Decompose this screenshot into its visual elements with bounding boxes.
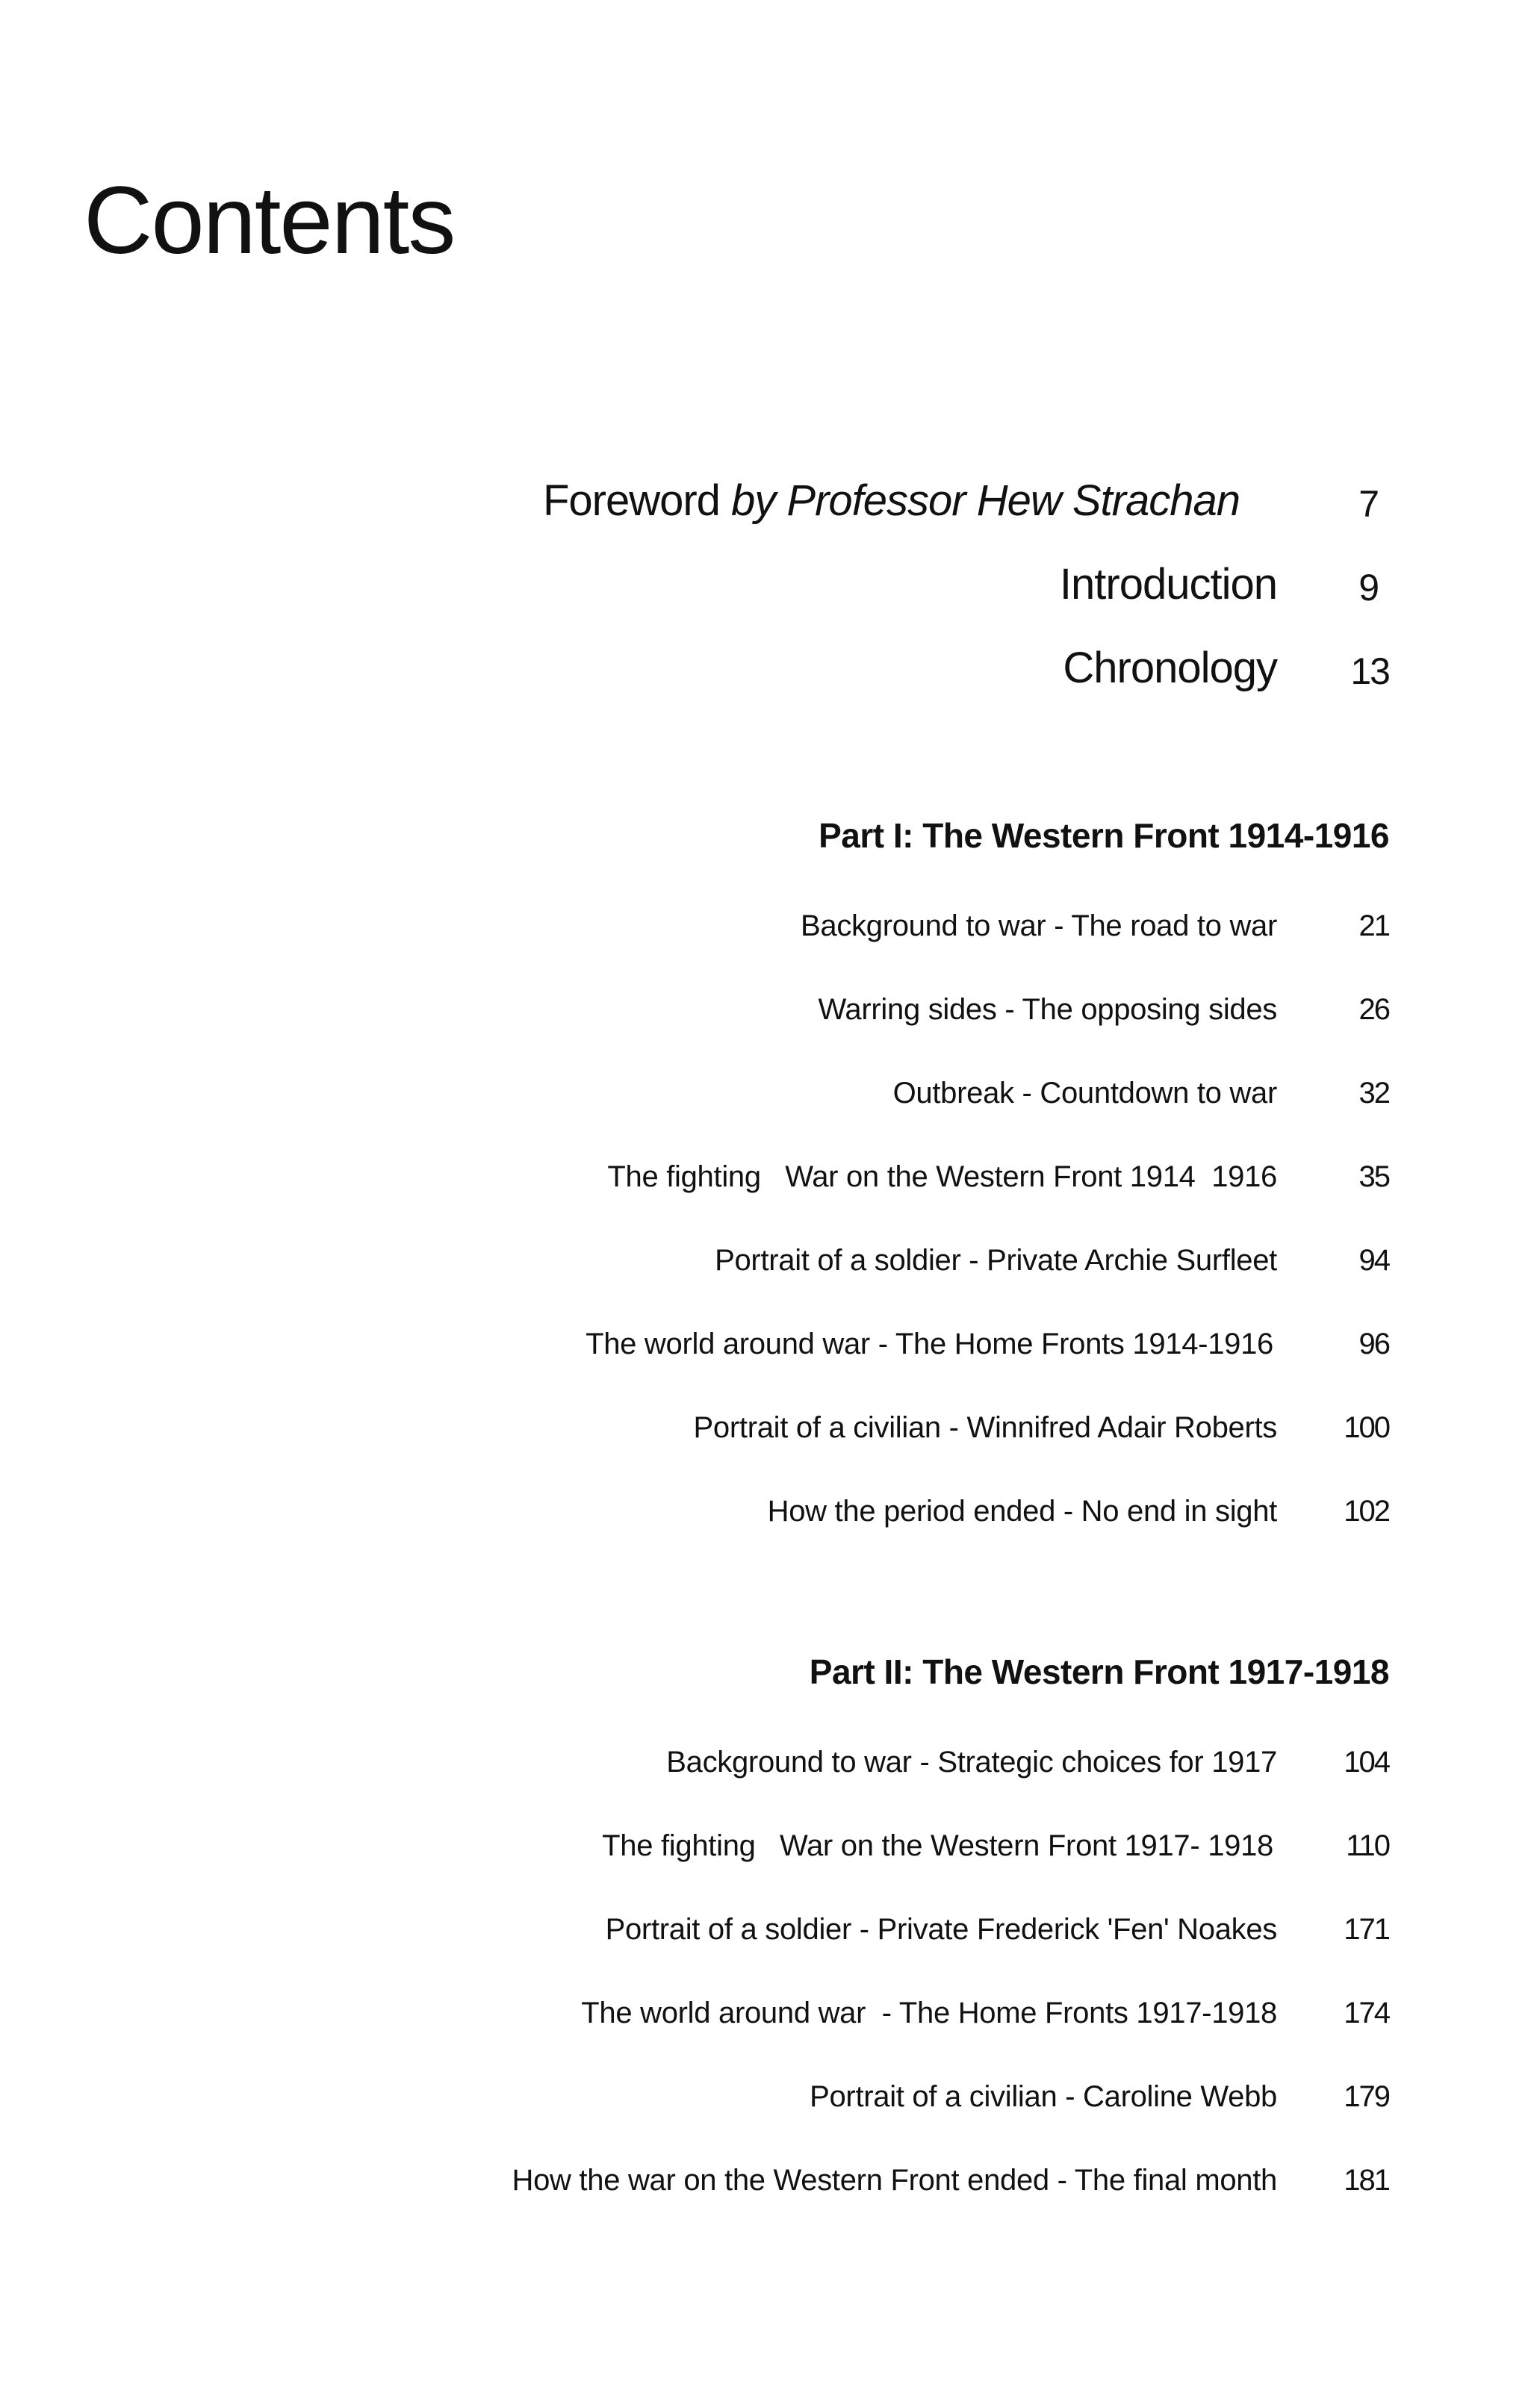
- toc-entry-page: 13: [1350, 650, 1389, 692]
- toc-entry[interactable]: [187, 1208, 1531, 1275]
- toc-entry-title: The world around war - The Home Fronts 1914-1916: [586, 1328, 1273, 1360]
- toc-entry[interactable]: [187, 1124, 1531, 1192]
- toc-entry[interactable]: [187, 1292, 1531, 1359]
- toc-entry-chronology[interactable]: [187, 623, 1531, 690]
- toc-entry[interactable]: [187, 1710, 1531, 1777]
- toc-entry-page: 110: [1346, 1829, 1389, 1862]
- toc-entry-introduction[interactable]: [187, 539, 1531, 609]
- toc-entry[interactable]: [187, 1793, 1531, 1861]
- toc-entry-title: The world around war - The Home Fronts 1917-1918: [581, 1997, 1277, 2029]
- toc-entry[interactable]: [187, 1375, 1531, 1443]
- toc-entry-title: Warring sides - The opposing sides: [818, 993, 1277, 1026]
- toc-entry-title: Portrait of a soldier - Private Frederick 'Fen' Noakes: [605, 1913, 1277, 1946]
- toc-entry[interactable]: [187, 2044, 1531, 2112]
- toc-entry-page: 35: [1358, 1160, 1389, 1193]
- toc-entry-foreword[interactable]: [187, 455, 1531, 523]
- toc-entry-title: Background to war - Strategic choices for 1917: [666, 1746, 1277, 1779]
- toc-entry-page: 9: [1358, 567, 1378, 609]
- toc-entry[interactable]: [187, 1961, 1531, 2028]
- toc-entry-title: The fighting War on the Western Front 1917- 1918: [602, 1829, 1273, 1862]
- toc-entry-page: 26: [1358, 993, 1389, 1026]
- toc-entry-title: Chronology: [1063, 644, 1277, 692]
- part-heading: Part II: The Western Front 1917-1918: [809, 1652, 1389, 1691]
- toc-entry[interactable]: [187, 2128, 1531, 2195]
- toc-entry[interactable]: [187, 1459, 1531, 1526]
- toc-entry-title: Outbreak - Countdown to war: [892, 1077, 1277, 1110]
- part-heading: Part I: The Western Front 1914-1916: [819, 816, 1389, 855]
- toc-entry-page: 181: [1344, 2164, 1389, 2197]
- toc-entry-title: How the period ended - No end in sight: [767, 1495, 1277, 1528]
- toc-entry-title: How the war on the Western Front ended - The final month: [512, 2164, 1277, 2197]
- toc-entry[interactable]: [187, 874, 1531, 941]
- toc-entry-title: Introduction: [1059, 560, 1277, 609]
- toc-entry-page: 171: [1344, 1913, 1389, 1946]
- toc-entry-title: The fighting War on the Western Front 1914 1916: [607, 1160, 1277, 1193]
- toc-entry-title: Portrait of a civilian - Winnifred Adair Roberts: [693, 1411, 1277, 1444]
- toc-entry[interactable]: [187, 957, 1531, 1024]
- toc-entry-page: 32: [1358, 1077, 1389, 1110]
- toc-entry[interactable]: [187, 1877, 1531, 1944]
- toc-entry-title: Foreword by Professor Hew Strachan: [542, 476, 1240, 525]
- toc-entry-title: Portrait of a civilian - Caroline Webb: [810, 2080, 1277, 2113]
- toc-entry-page: 7: [1358, 483, 1378, 525]
- toc-entry-page: 102: [1344, 1495, 1389, 1528]
- toc-entry-page: 104: [1344, 1746, 1389, 1779]
- toc-entry-author: by Professor Hew Strachan: [731, 476, 1240, 525]
- toc-entry-page: 21: [1358, 909, 1389, 942]
- toc-entry-page: 100: [1344, 1411, 1389, 1444]
- toc-entry-title: Background to war - The road to war: [801, 909, 1277, 942]
- toc-entry-page: 96: [1358, 1328, 1389, 1360]
- toc-entry[interactable]: [187, 1041, 1531, 1108]
- page-title: Contents: [84, 167, 455, 274]
- toc-entry-page: 174: [1344, 1997, 1389, 2029]
- toc-entry-page: 179: [1344, 2080, 1389, 2113]
- toc-entry-page: 94: [1358, 1244, 1389, 1277]
- toc-entry-title: Portrait of a soldier - Private Archie Surfleet: [715, 1244, 1277, 1277]
